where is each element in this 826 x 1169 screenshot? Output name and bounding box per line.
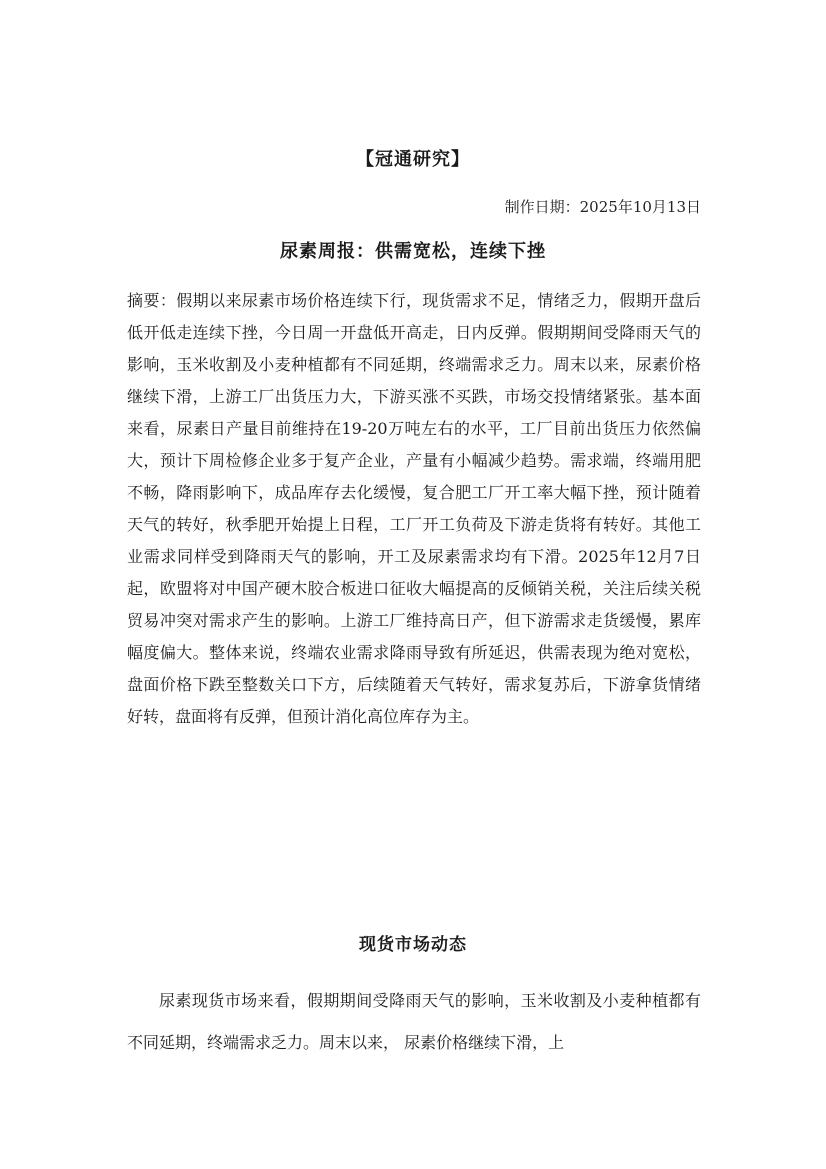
org-title: 【冠通研究】 [356,149,470,170]
abstract-paragraph: 摘要：假期以来尿素市场价格连续下行，现货需求不足，情绪乏力，假期开盘后低开低走连续下挫，今日周一开盘低开高走，日内反弹。假期期间受降雨天气的影响，玉米收割及小麦种植都有不同延期，终端需求乏力。周末以来，尿素价格继续下滑，上游工厂出货压力大，下游买涨不买跌，市场交投情绪紧张。基本面来看，尿素日产量目前维持在19-20万吨左右的水平，工厂目前出货压力依然偏大，预计下周检修企业多于复产企业，产量有小幅减少趋势。需求端，终端用肥不畅，降雨影响下，成品库存去化缓慢，复合肥工厂开工率大幅下挫，预计随着天气的转好，秋季肥开始提上日程，工厂开工负荷及下游走货将有转好。其他工业需求同样受到降雨天气的影响，开工及尿素需求均有下滑。2025年12月7日起，欧盟将对中国产硬木胶合板进口征收大幅提高的反倾销关税，关注后续关税贸易冲突对需求产生的影响。上游工厂维持高日产，但下游需求走货缓慢，累库幅度偏大。整体来说，终端农业需求降雨导致有所延迟，供需表现为绝对宽松，盘面价格下跌至整数关口下方，后续随着天气转好，需求复苏后，下游拿货情绪好转，盘面将有反弹，但预计消化高位库存为主。 [127,291,701,726]
section-title-spot-market: 现货市场动态 [359,935,467,955]
spot-market-paragraph: 尿素现货市场来看，假期期间受降雨天气的影响，玉米收割及小麦种植都有不同延期，终端需求乏力。周末以来， 尿素价格继续下滑，上 [127,991,701,1052]
production-date: 制作日期：2025年10月13日 [504,198,701,216]
report-title: 尿素周报：供需宽松，连续下挫 [280,241,546,262]
